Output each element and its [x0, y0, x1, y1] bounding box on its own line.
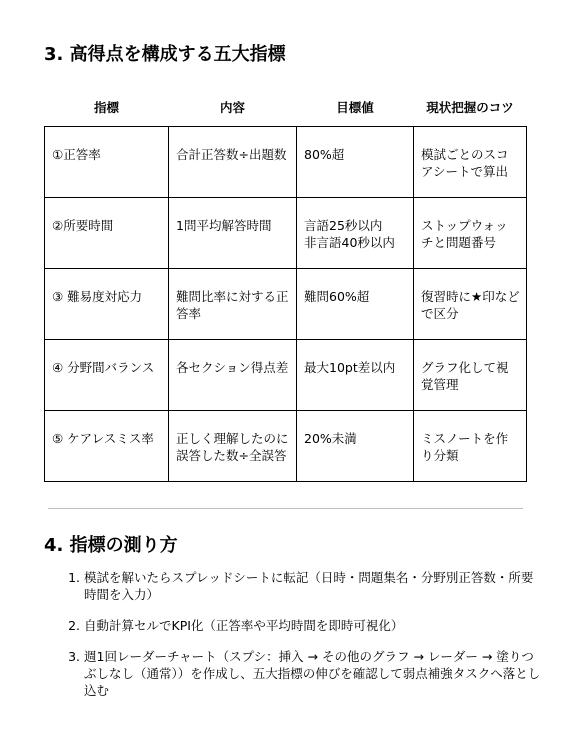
- cell-tips: ストップウォッチと問題番号: [414, 198, 527, 269]
- cell-target: 言語25秒以内 非言語40秒以内: [297, 198, 414, 269]
- cell-content: 難問比率に対する正答率: [169, 269, 297, 340]
- header-content: 内容: [219, 99, 245, 115]
- table-row: [45, 340, 527, 411]
- cell-content: 1問平均解答時間: [169, 198, 297, 269]
- list-item: 3. 週1回レーダーチャート（スプシ：挿入 → その他のグラフ → レーダー → 塗りつぶしなし（通常））を作成し、五大指標の伸びを確認して弱点補強タスクへ落とし込む: [84, 648, 544, 699]
- cell-tips: 模試ごとのスコアシートで算出: [414, 127, 527, 198]
- cell-tips: 復習時に★印などで区分: [414, 269, 527, 340]
- cell-target: 最大10pt差以内: [297, 340, 414, 411]
- cell-content: 各セクション得点差: [169, 340, 297, 411]
- table-row: [45, 269, 527, 340]
- cell-metric: ⑤ ケアレスミス率: [45, 411, 169, 482]
- cell-metric: ③ 難易度対応力: [45, 269, 169, 340]
- cell-content: 合計正答数÷出題数: [169, 127, 297, 198]
- cell-tips: ミスノートを作り分類: [414, 411, 527, 482]
- list-item: 2. 自動計算セルでKPI化（正答率や平均時間を即時可視化）: [84, 617, 544, 634]
- cell-target: 難問60%超: [297, 269, 414, 340]
- cell-target: 20%未満: [297, 411, 414, 482]
- cell-target: 80%超: [297, 127, 414, 198]
- table-row: [45, 127, 527, 198]
- cell-metric: ①正答率: [45, 127, 169, 198]
- cell-metric: ④ 分野間バランス: [45, 340, 169, 411]
- cell-tips: グラフ化して視覚管理: [414, 340, 527, 411]
- header-tips: 現状把握のコツ: [426, 99, 514, 115]
- header-metric: 指標: [93, 99, 119, 115]
- list-item: 1. 模試を解いたらスプレッドシートに転記（日時・問題集名・分野別正答数・所要時間を入力）: [84, 569, 544, 603]
- cell-metric: ②所要時間: [45, 198, 169, 269]
- section-3-heading: 3. 高得点を構成する五大指標: [44, 44, 286, 65]
- measurement-steps-list: [62, 569, 544, 713]
- section-divider: [48, 508, 523, 509]
- cell-content: 正しく理解したのに誤答した数÷全誤答: [169, 411, 297, 482]
- table-row: [45, 411, 527, 482]
- table-header-row: [45, 88, 527, 127]
- table-row: [45, 198, 527, 269]
- header-target: 目標値: [336, 99, 374, 115]
- section-4-heading: 4. 指標の測り方: [44, 535, 178, 556]
- metrics-table: [44, 88, 527, 482]
